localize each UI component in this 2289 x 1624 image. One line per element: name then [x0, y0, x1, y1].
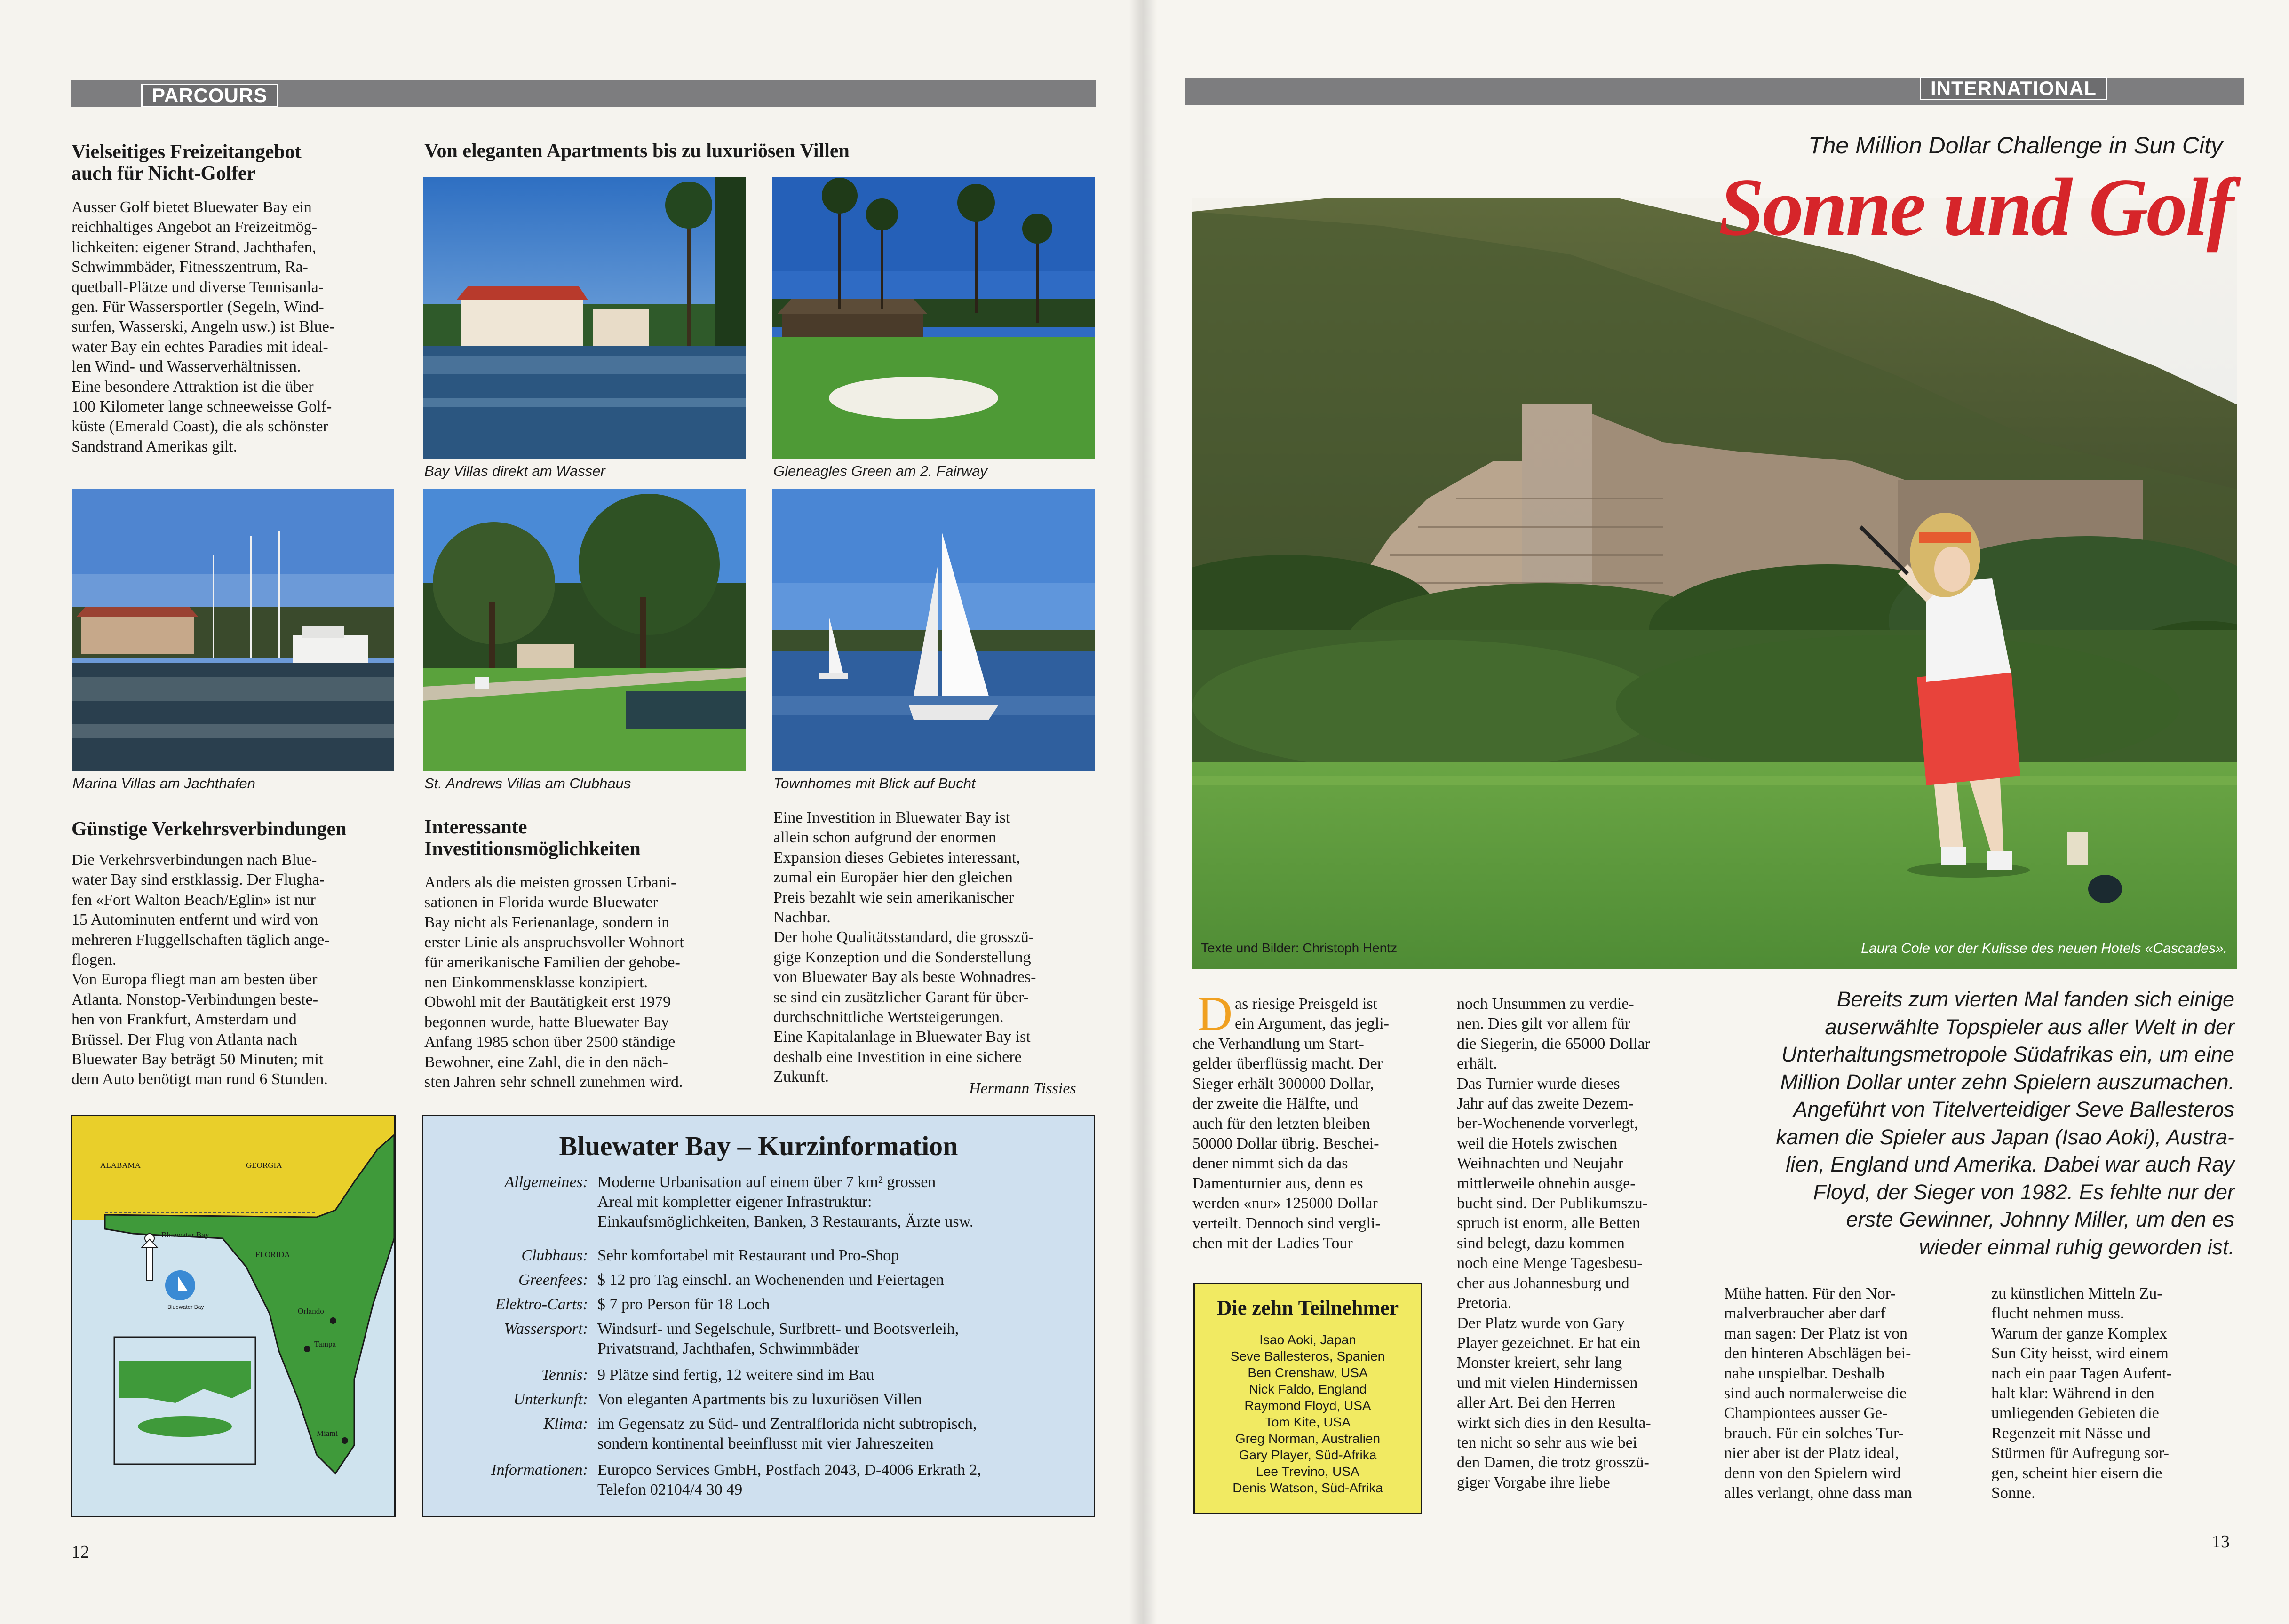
info-label-clubhaus: Clubhaus: — [521, 1247, 588, 1264]
spine-shadow — [1129, 0, 1157, 1624]
info-value-clubhaus: Sehr komfortabel mit Restaurant und Pro-Shop — [597, 1247, 899, 1264]
right-page — [1141, 0, 2289, 1624]
participants-title: Die zehn Teilnehmer — [1216, 1296, 1399, 1319]
info-label-tennis: Tennis: — [541, 1366, 588, 1384]
map-logo-label: Bluewater Bay — [167, 1304, 204, 1310]
participants-box — [1193, 1283, 1422, 1514]
info-title: Bluewater Bay – Kurzinformation — [559, 1131, 958, 1161]
dropcap: D — [1197, 987, 1233, 1041]
hero-photo-sun-city — [1192, 198, 2237, 969]
left-page — [0, 0, 1141, 1624]
text-investition: Anders als die meisten grossen Urbani- sationen in Florida wurde Bluewater Bay nicht als Ferienanlage, sondern in erster Linie als anspruchsvoller Wohnort für amerikanische Familien der gehobe- nen Einkommensklasse konzipiert. Obwohl mit der Bautätigkeit erst 1979 begonnen wurde, hatte Bluewater Bay Anfang 1985 schon über 2500 ständige Bewohner, eine Zahl, die in den näch- sten Jahren sehr schnell zunehmen wird. — [424, 874, 684, 1091]
info-label-greenfees: Greenfees: — [518, 1271, 588, 1289]
photos-heading: Von eleganten Apartments bis zu luxuriösen Villen — [424, 140, 850, 162]
participants-list: Isao Aoki, Japan Seve Ballesteros, Spanien Ben Crenshaw, USA Nick Faldo, England Raymond Floyd, USA Tom Kite, USA Greg Norman, Australien Gary Player, Süd-Afrika Lee Trevino, USA Denis Watson, Süd-Afrika — [1230, 1332, 1385, 1495]
map-label-miami: Miami — [317, 1429, 338, 1438]
author-tissies: Hermann Tissies — [969, 1080, 1076, 1097]
info-box — [422, 1115, 1095, 1517]
article-col4: zu künstlichen Mitteln Zu- flucht nehmen muss. Warum der ganze Komplex Sun City heisst, wird einem nach ein paar Tagen Aufent- halt klar: Während in den umliegenden Gebieten die Regenzeit mit Nässe und Stürmen für Aufregung sor- gen, scheint hier eisern die Sonne. — [1991, 1285, 2172, 1502]
photo-gleneagles — [772, 177, 1095, 459]
article-col1: che Verhandlung um Start- gelder überflüssig macht. Der Sieger erhält 300000 Dollar, der zweite die Hälfte, und auch für den letzten bleiben 50000 Dollar übrig. Beschei- dener nimmt sich da das Damenturnier aus, denn es werden «nur» 125000 Dollar verteilt. Dennoch sind vergli- chen mit der Ladies Tour — [1192, 1035, 1383, 1252]
photo-bay-villas — [423, 177, 746, 459]
map-label-tampa: Tampa — [314, 1339, 336, 1348]
heading-freizeit: Vielseitiges Freizeitangebot auch für Nicht-Golfer — [72, 141, 302, 184]
map-label-bluewater: Bluewater Bay — [161, 1230, 209, 1239]
section-tag-parcours: PARCOURS — [141, 84, 278, 107]
info-value-elektro-carts: $ 7 pro Person für 18 Loch — [597, 1296, 770, 1313]
caption-townhomes: Townhomes mit Blick auf Bucht — [773, 775, 976, 792]
kicker: The Million Dollar Challenge in Sun City — [1808, 132, 2223, 158]
info-value-tennis: 9 Plätze sind fertig, 12 weitere sind im Bau — [597, 1366, 874, 1384]
info-label-elektro-carts: Elektro-Carts: — [495, 1296, 588, 1313]
heading-investition: Interessante Investitionsmöglichkeiten — [424, 816, 641, 860]
article-col1-first: as riesige Preisgeld ist ein Argument, das jegli- — [1235, 995, 1389, 1033]
info-label-allgemeines: Allgemeines: — [504, 1173, 588, 1191]
info-value-informationen: Europco Services GmbH, Postfach 2043, D-4006 Erkrath 2, Telefon 02104/4 30 49 — [597, 1461, 981, 1498]
map-label-georgia: GEORGIA — [246, 1161, 282, 1170]
photo-marina — [72, 489, 394, 771]
florida-map — [71, 1115, 396, 1517]
info-label-klima: Klima: — [543, 1415, 588, 1433]
caption-bay-villas: Bay Villas direkt am Wasser — [424, 463, 605, 479]
hero-caption: Laura Cole vor der Kulisse des neuen Hotels «Cascades». — [1861, 941, 2227, 956]
article-col3: Mühe hatten. Für den Nor- malverbraucher aber darf man sagen: Der Platz ist von den hinteren Abschlägen bei- nahe unspielbar. Deshalb sind auch normalerweise die Championtees ausser Ge- brauch. Für ein solches Tur- nier aber ist der Platz ideal, denn von den Spielern wird alles verlangt, ohne dass man — [1724, 1285, 1912, 1502]
section-tag-international: INTERNATIONAL — [1920, 77, 2107, 100]
caption-marina: Marina Villas am Jachthafen — [72, 775, 255, 792]
info-value-allgemeines: Moderne Urbanisation auf einem über 7 km² grossen Areal mit kompletter eigener Infrastruktur: Einkaufsmöglichkeiten, Banken, 3 Restaurants, Ärzte usw. — [597, 1173, 974, 1230]
article-col2: noch Unsummen zu verdie- nen. Dies gilt vor allem für die Siegerin, die 65000 Dollar erhält. Das Turnier wurde dieses Jahr auf das zweite Dezem- ber-Wochenende vorverlegt, weil die Hotels zwischen Weihnachten und Neujahr mittlerweile ohnehin ausge- bucht sind. Der Publikumszu- spruch ist enorm, alle Betten sind belegt, dazu kommen noch eine Menge Tagesbesu- cher aus Johannesburg und Pretoria. Der Platz wurde von Gary Player gezeichnet. Er hat ein Monster kreiert, sehr lang und mit vielen Hindernissen aller Art. Bei den Herren wirkt sich dies in den Resulta- ten nicht so sehr aus wie bei den Damen, die trotz grosszü- giger Vorgabe ihre liebe — [1457, 995, 1651, 1491]
map-label-alabama: ALABAMA — [100, 1161, 141, 1170]
heading-verkehr: Günstige Verkehrsverbindungen — [72, 818, 347, 840]
map-label-florida: FLORIDA — [255, 1250, 290, 1259]
headline: Sonne und Golf — [1718, 161, 2232, 253]
caption-st-andrews: St. Andrews Villas am Clubhaus — [424, 775, 631, 792]
lead-paragraph: Bereits zum vierten Mal fanden sich einige auserwählte Topspieler aus aller Welt in der Unterhaltungsmetropole Südafrikas ein, um eine Million Dollar unter zehn Spielern auszumachen. Angeführt von Titelverteidiger Seve Ballesteros kamen die Spieler aus Japan (Isao Aoki), Austra- lien, England und Amerika. Dabei war auch Ray Floyd, der Sieger von 1982. Es fehlte nur der erste Gewinner, Johnny Miller, um den es wieder einmal ruhig geworden ist. — [1776, 987, 2234, 1259]
info-label-unterkunft: Unterkunft: — [513, 1391, 588, 1408]
credit: Texte und Bilder: Christoph Hentz — [1201, 941, 1398, 955]
photo-st-andrews — [423, 489, 746, 771]
info-value-unterkunft: Von eleganten Apartments bis zu luxuriösen Villen — [597, 1391, 922, 1408]
text-freizeit: Ausser Golf bietet Bluewater Bay ein reichhaltiges Angebot an Freizeitmög- lichkeiten: eigener Strand, Jachthafen, Schwimmbäder, Fitnesszentrum, Ra- quetball-Plätze und diverse Tennisanla- gen. Für Wassersportler (Segeln, Wind- surfen, Wasserski, Angeln usw.) ist Blue- water Bay ein echtes Paradies mit ideal- len Wind- und Wasserverhältnissen. Eine besondere Attraktion ist die über 100 Kilometer lange schneeweisse Golf- küste (Emerald Coast), die als schönster Sandstrand Amerikas gilt. — [72, 198, 335, 455]
photo-townhomes — [772, 489, 1095, 771]
info-value-wassersport: Windsurf- und Segelschule, Surfbrett- und Bootsverleih, Privatstrand, Jachthafen, Schwimmbäder — [597, 1320, 959, 1357]
info-label-wassersport: Wassersport: — [504, 1320, 588, 1338]
caption-gleneagles: Gleneagles Green am 2. Fairway — [773, 463, 987, 479]
info-value-greenfees: $ 12 pro Tag einschl. an Wochenenden und Feiertagen — [597, 1271, 944, 1289]
text-kapitalanlage: Eine Investition in Bluewater Bay ist allein schon aufgrund der enormen Expansion dieses Gebietes interessant, zumal ein Europäer hier den gleichen Preis bezahlt wie sein amerikanischer Nachbar. Der hohe Qualitätsstandard, die grosszü- gige Konzeption und die Sonderstellung von Bluewater Bay als beste Wohnadres- se sind ein zusätzlicher Garant für über- durchschnittliche Wertsteigerungen. Eine Kapitalanlage in Bluewater Bay ist deshalb eine Investition in eine sichere Zukunft. — [773, 809, 1036, 1086]
map-label-orlando: Orlando — [298, 1307, 324, 1315]
info-label-informationen: Informationen: — [491, 1461, 588, 1479]
text-verkehr: Die Verkehrsverbindungen nach Blue- water Bay sind erstklassig. Der Flugha- fen «Fort Walton Beach/Eglin» ist nur 15 Autominuten entfernt und wird von mehreren Fluggellschaften täglich ange- flogen. Von Europa fliegt man am besten über Atlanta. Nonstop-Verbindungen beste- hen von Frankfurt, Amsterdam und Brüssel. Der Flug von Atlanta nach Bluewater Bay beträgt 50 Minuten; mit dem Auto benötigt man rund 6 Stunden. — [72, 851, 330, 1088]
page-number-right: 13 — [2212, 1532, 2230, 1552]
info-value-klima: im Gegensatz zu Süd- und Zentralflorida nicht subtropisch, sondern kontinental beeinflusst mit vier Jahreszeiten — [597, 1415, 977, 1452]
page-number-left: 12 — [72, 1542, 89, 1562]
